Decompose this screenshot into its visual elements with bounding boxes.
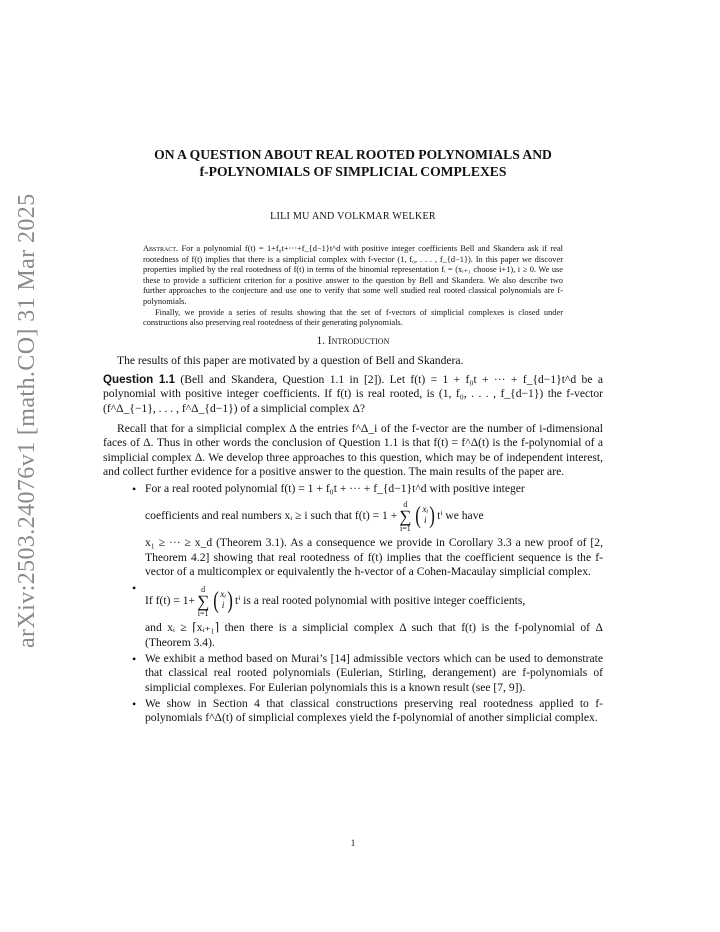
sum-symbol [399,500,411,533]
sum-symbol [197,585,209,618]
binom-top: xᵢ [422,505,429,516]
binom-bottom: i [423,516,427,527]
bullet-2-pre: • If f(t) = 1+ [145,594,196,608]
abstract-label: Abstract. [143,244,179,253]
bullet-2-rest: and xᵢ ≥ ⌈xᵢ₊₁⌉ then there is a simplicial complex Δ such that f(t) is the f-polynomial of Δ (Theorem 3.4). [145,621,603,649]
sum-lower: i=1 [399,523,411,533]
bullet-1-line-1: • For a real rooted polynomial f(t) = 1 + f₀t + ··· + f_{d−1}t^d with positive integer [145,482,525,496]
question-label: Question 1.1 [103,373,176,387]
abstract-paragraph-1 [143,244,563,308]
question-text: (Bell and Skandera, Question 1.1 in [2]). Let f(t) = 1 + f₀t + ··· + f_{d−1}t^d be a polynomial with positive integer coefficients. If f(t) is real rooted, is (1, f₀, . . . , f_{d−1}) the f-vector (f^Δ_{−1}, . . . , f^Δ_{d−1}) of a simplicial complex Δ? [103,373,603,415]
question-block [103,373,603,416]
binomial [212,589,234,613]
abstract-paragraph-2: Finally, we provide a series of results showing that the set of f-vectors of simplicial complexes is closed under constructions also preserving real rootedness of their generating polynomials. [143,307,563,328]
arxiv-identifier: arXiv:2503.24076v1 [math.CO] 31 Mar 2025 [14,193,40,648]
bullet-2-post: tⁱ is a real rooted polynomial with positive integer coefficients, [234,594,526,608]
recall-paragraph: Recall that for a simplicial complex Δ the entries f^Δ_i of the f-vector are the number of i-dimensional faces of Δ. Thus in other words the conclusion of Question 1.1 is that f(t) = f^Δ(t) is the f-polynomial of a simplicial complex Δ. We develop three approaches to this question, which may be of independent interest, and collect further evidence for a positive answer to the question. The main results of the paper are. [103,421,603,478]
bullet-2-formula-line [145,581,603,621]
title-line-1: ON A QUESTION ABOUT REAL ROOTED POLYNOMIALS AND [154,147,552,162]
paper-title [103,146,603,180]
paper-page [103,146,603,848]
left-paren-icon: ( [415,503,422,530]
abstract-text-1: For a polynomial f(t) = 1+f₀t+···+f_{d−1}t^d with positive integer coefficients Bell and Skandera ask if real rootedness of f(t) implies that there is a simplicial complex with f-vector (1, f₀, . . . , f_{d−1}). In this paper we discover properties implied by the real rootedness of f(t) in terms of the binomial representation fᵢ = (xᵢ₊₁ choose i+1), i ≥ 0. We use these to provide a sufficient criterion for a positive answer to the question by Bell and Skandera. We also describe two further approaches to the conjecture and use one to verify that some well studied real rooted classical polynomials are f-polynomials. [143,244,563,306]
title-line-2: f-POLYNOMIALS OF SIMPLICIAL COMPLEXES [199,164,507,179]
bullet-1-formula-line [145,496,603,536]
sum-upper: d [403,499,408,509]
sigma-icon: ∑ [197,591,210,611]
list-item: • We show in Section 4 that classical constructions preserving real rootedness applied to f-polynomials f^Δ(t) of simplicial complexes yield the f-polynomial of another simplicial complex. [145,697,603,726]
right-paren-icon: ) [227,588,233,615]
main-text [103,354,603,726]
bullet-1-pre: coefficients and real numbers xᵢ ≥ i such that f(t) = 1 + [145,509,398,523]
binom-bottom: i [221,601,225,612]
authors: LILI MU AND VOLKMAR WELKER [270,211,436,222]
section-heading [103,335,603,347]
sum-lower: i=1 [197,608,209,618]
section-number: 1. [316,334,326,347]
bullet-1-post: tⁱ we have [437,509,484,523]
list-item [145,482,603,579]
results-list [103,482,603,725]
sum-upper: d [201,584,206,594]
left-paren-icon: ( [213,588,220,615]
sigma-icon: ∑ [399,506,412,526]
binomial [414,504,436,528]
list-item: • We exhibit a method based on Murai’s [14] admissible vectors which can be used to demonstrate that classical real rooted polynomials (Eulerian, Stirling, derangement) are f-polynomials of simplicial complexes. For Eulerian polynomials this is a known result (see [7, 9]). [145,652,603,695]
list-item [145,581,603,650]
abstract [143,244,563,329]
binom-top: xᵢ [220,590,226,601]
bullet-1-rest: x₁ ≥ ··· ≥ x_d (Theorem 3.1). As a consequence we provide in Corollary 3.3 a new proof of [2, Theorem 4.2] showing that real rootedness of f(t) implies that the coefficient sequence is the f-vector of a multicomplex or equivalently the h-vector of a Cohen-Macaulay simplicial complex. [145,536,603,579]
intro-lead: The results of this paper are motivated by a question of Bell and Skandera. [117,353,464,367]
page-number: 1 [350,838,356,848]
section-title: Introduction [327,334,390,347]
right-paren-icon: ) [429,503,435,530]
